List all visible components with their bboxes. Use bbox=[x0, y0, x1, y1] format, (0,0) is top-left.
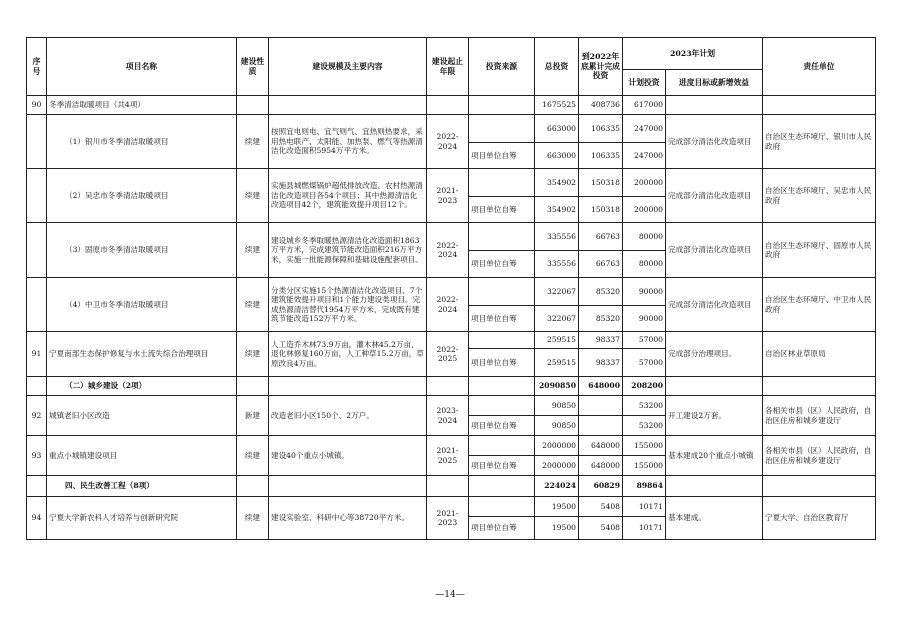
row-cum: 66763 bbox=[579, 251, 623, 278]
table-row bbox=[27, 332, 876, 349]
header-total: 总投资 bbox=[535, 38, 579, 96]
row-nature: 续建 bbox=[237, 436, 269, 476]
row-cum: 66763 bbox=[579, 223, 623, 251]
row-name: （1）银川市冬季清洁取暖项目 bbox=[47, 115, 237, 169]
row-name: （2）吴忠市冬季清洁取暖项目 bbox=[47, 169, 237, 223]
header-progress: 进度目标或新增效益 bbox=[666, 70, 763, 96]
row-scope: 分类分区实施15个热源清洁化改造项目、7个建筑能效提升项目和1个能力建设类项目。完成热源清洁替代1954万平方米，完成既有建筑节能改造152万平方米。 bbox=[269, 278, 427, 332]
row-cum bbox=[579, 416, 623, 436]
row-seq: 92 bbox=[27, 396, 47, 436]
section-name: 四、民生改善工程（8项） bbox=[47, 476, 237, 497]
row-total: 335556 bbox=[535, 223, 579, 251]
row-cum: 85320 bbox=[579, 306, 623, 332]
row-cum: 98337 bbox=[579, 332, 623, 349]
row-name: 冬季清洁取暖项目（共4项） bbox=[47, 96, 237, 115]
row-plan: 57000 bbox=[623, 332, 666, 349]
table-row bbox=[27, 115, 876, 143]
row-total: 19500 bbox=[535, 497, 579, 517]
row-name: 城镇老旧小区改造 bbox=[47, 396, 237, 436]
row-source: 项目单位自筹 bbox=[469, 416, 535, 436]
row-plan: 617000 bbox=[623, 96, 666, 115]
row-years: 2022-2024 bbox=[427, 223, 469, 278]
row-scope: 实施县城燃煤锅炉超低排放改造、农村热源清洁化改造项目各54个项目；其中热源清洁化改造项目42个，建筑能效提升项目12个。 bbox=[269, 169, 427, 223]
row-years: 2022-2024 bbox=[427, 278, 469, 332]
row-plan: 200000 bbox=[623, 197, 666, 223]
row-total: 1675525 bbox=[535, 96, 579, 115]
row-total: 259515 bbox=[535, 349, 579, 377]
row-plan: 53200 bbox=[623, 396, 666, 416]
row-name: （3）固原市冬季清洁取暖项目 bbox=[47, 223, 237, 278]
row-years: 2022-2025 bbox=[427, 332, 469, 377]
table-row bbox=[27, 396, 876, 416]
row-total: 224024 bbox=[535, 476, 579, 497]
page-number: —14— bbox=[435, 590, 465, 600]
row-scope: 按照宜电则电、宜气则气、宜热则热要求，采用热电联产、太阳能、加热泵、燃气等热源清洁化改造面积5954万平方米。 bbox=[269, 115, 427, 169]
row-cum: 60829 bbox=[579, 476, 623, 497]
row-progress: 完成部分清洁化改造项目 bbox=[666, 169, 763, 223]
row-plan: 155000 bbox=[623, 456, 666, 476]
row-cum: 648000 bbox=[579, 377, 623, 396]
row-scope: 建设40个重点小城镇。 bbox=[269, 436, 427, 476]
header-unit: 责任单位 bbox=[763, 38, 876, 96]
row-years: 2022-2024 bbox=[427, 115, 469, 169]
row-cum: 106335 bbox=[579, 115, 623, 143]
header-nature: 建设性质 bbox=[237, 38, 269, 96]
row-plan: 200000 bbox=[623, 169, 666, 197]
row-total: 19500 bbox=[535, 517, 579, 540]
row-unit: 自治区生态环境厅、银川市人民政府 bbox=[763, 115, 876, 169]
row-plan: 155000 bbox=[623, 436, 666, 456]
row-cum: 648000 bbox=[579, 456, 623, 476]
row-cum: 98337 bbox=[579, 349, 623, 377]
row-source: 项目单位自筹 bbox=[469, 143, 535, 169]
row-total: 335556 bbox=[535, 251, 579, 278]
row-progress: 基本建成20个重点小城镇 bbox=[666, 436, 763, 476]
project-table bbox=[26, 37, 876, 540]
row-progress: 完成部分清洁化改造项目 bbox=[666, 278, 763, 332]
row-cum: 150318 bbox=[579, 169, 623, 197]
row-scope: 建设实验室、科研中心等38720平方米。 bbox=[269, 497, 427, 540]
row-plan: 57000 bbox=[623, 349, 666, 377]
row-plan: 10171 bbox=[623, 517, 666, 540]
table-row bbox=[27, 436, 876, 456]
row-total: 354902 bbox=[535, 197, 579, 223]
row-name: 重点小城镇建设项目 bbox=[47, 436, 237, 476]
header-cum2022: 到2022年底累计完成投资 bbox=[579, 38, 623, 96]
header-name: 项目名称 bbox=[47, 38, 237, 96]
row-unit: 各相关市县（区）人民政府，自治区住房和城乡建设厅 bbox=[763, 396, 876, 436]
row-progress: 开工建设2万套。 bbox=[666, 396, 763, 436]
row-years: 2021-2023 bbox=[427, 169, 469, 223]
row-nature: 续建 bbox=[237, 332, 269, 377]
row-plan: 80000 bbox=[623, 251, 666, 278]
row-years: 2021-2025 bbox=[427, 436, 469, 476]
row-cum: 408736 bbox=[579, 96, 623, 115]
row-unit: 自治区生态环境厅、中卫市人民政府 bbox=[763, 278, 876, 332]
row-unit: 自治区生态环境厅、吴忠市人民政府 bbox=[763, 169, 876, 223]
row-total: 90850 bbox=[535, 416, 579, 436]
table-row bbox=[27, 96, 876, 115]
row-total: 322067 bbox=[535, 306, 579, 332]
row-years: 2023-2024 bbox=[427, 396, 469, 436]
row-source: 项目单位自筹 bbox=[469, 456, 535, 476]
row-unit: 各相关市县（区）人民政府，自治区住房和城乡建设厅 bbox=[763, 436, 876, 476]
row-name: 宁夏大学新农科人才培养与创新研究院 bbox=[47, 497, 237, 540]
row-total: 2000000 bbox=[535, 456, 579, 476]
row-name: （4）中卫市冬季清洁取暖项目 bbox=[47, 278, 237, 332]
row-scope: 人工造乔木林73.9万亩，灌木林45.2万亩，退化林修复160万亩，人工种草15.2万亩，草原改良4万亩。 bbox=[269, 332, 427, 377]
row-total: 2090850 bbox=[535, 377, 579, 396]
table-row bbox=[27, 476, 876, 497]
row-plan: 10171 bbox=[623, 497, 666, 517]
row-cum: 106335 bbox=[579, 143, 623, 169]
row-plan: 80000 bbox=[623, 223, 666, 251]
row-plan: 90000 bbox=[623, 306, 666, 332]
row-total: 663000 bbox=[535, 143, 579, 169]
header-source: 投资来源 bbox=[469, 38, 535, 96]
row-source: 项目单位自筹 bbox=[469, 197, 535, 223]
header-years: 建设起止年限 bbox=[427, 38, 469, 96]
header-scope: 建设规模及主要内容 bbox=[269, 38, 427, 96]
header-seq: 序号 bbox=[27, 38, 47, 96]
row-unit: 宁夏大学、自治区教育厅 bbox=[763, 497, 876, 540]
table-row bbox=[27, 497, 876, 517]
row-unit: 自治区林业草原局 bbox=[763, 332, 876, 377]
row-cum: 5408 bbox=[579, 517, 623, 540]
row-progress: 完成部分清洁化改造项目 bbox=[666, 115, 763, 169]
row-plan: 247000 bbox=[623, 115, 666, 143]
row-total: 663000 bbox=[535, 115, 579, 143]
row-seq: 90 bbox=[27, 96, 47, 115]
row-plan: 247000 bbox=[623, 143, 666, 169]
row-plan: 53200 bbox=[623, 416, 666, 436]
table-row bbox=[27, 223, 876, 251]
row-progress: 完成部分治理项目。 bbox=[666, 332, 763, 377]
row-cum: 85320 bbox=[579, 278, 623, 306]
row-nature: 续建 bbox=[237, 223, 269, 278]
header-plan-invest: 计划投资 bbox=[623, 70, 666, 96]
row-scope: 建设城乡冬季取暖热源清洁化改造面积1863万平方米，完成建筑节能改造面积216万平方米，实施一批能源保障和基础设施配套项目。 bbox=[269, 223, 427, 278]
row-seq: 94 bbox=[27, 497, 47, 540]
row-cum: 648000 bbox=[579, 436, 623, 456]
row-progress: 基本建成。 bbox=[666, 497, 763, 540]
row-unit: 自治区生态环境厅、固原市人民政府 bbox=[763, 223, 876, 278]
section-name: （二）城乡建设（2项） bbox=[47, 377, 237, 396]
table-row bbox=[27, 278, 876, 306]
row-cum bbox=[579, 396, 623, 416]
row-plan: 89864 bbox=[623, 476, 666, 497]
row-plan: 208200 bbox=[623, 377, 666, 396]
header-plan2023: 2023年计划 bbox=[623, 38, 763, 70]
row-nature: 续建 bbox=[237, 278, 269, 332]
row-source: 项目单位自筹 bbox=[469, 349, 535, 377]
row-scope: 改造老旧小区150个、2万户。 bbox=[269, 396, 427, 436]
row-cum: 150318 bbox=[579, 197, 623, 223]
row-source: 项目单位自筹 bbox=[469, 251, 535, 278]
row-nature: 续建 bbox=[237, 169, 269, 223]
row-cum: 5408 bbox=[579, 497, 623, 517]
table-row bbox=[27, 377, 876, 396]
row-progress: 完成部分清洁化改造项目 bbox=[666, 223, 763, 278]
row-total: 322067 bbox=[535, 278, 579, 306]
row-total: 90850 bbox=[535, 396, 579, 416]
row-source: 项目单位自筹 bbox=[469, 306, 535, 332]
row-total: 2000000 bbox=[535, 436, 579, 456]
row-years: 2021-2023 bbox=[427, 497, 469, 540]
row-total: 354902 bbox=[535, 169, 579, 197]
table-row bbox=[27, 169, 876, 197]
row-nature: 续建 bbox=[237, 115, 269, 169]
row-seq: 91 bbox=[27, 332, 47, 377]
row-name: 宁夏南部生态保护修复与水土流失综合治理项目 bbox=[47, 332, 237, 377]
row-plan: 90000 bbox=[623, 278, 666, 306]
row-seq: 93 bbox=[27, 436, 47, 476]
row-nature: 续建 bbox=[237, 497, 269, 540]
row-total: 259515 bbox=[535, 332, 579, 349]
row-nature: 新建 bbox=[237, 396, 269, 436]
row-source: 项目单位自筹 bbox=[469, 517, 535, 540]
